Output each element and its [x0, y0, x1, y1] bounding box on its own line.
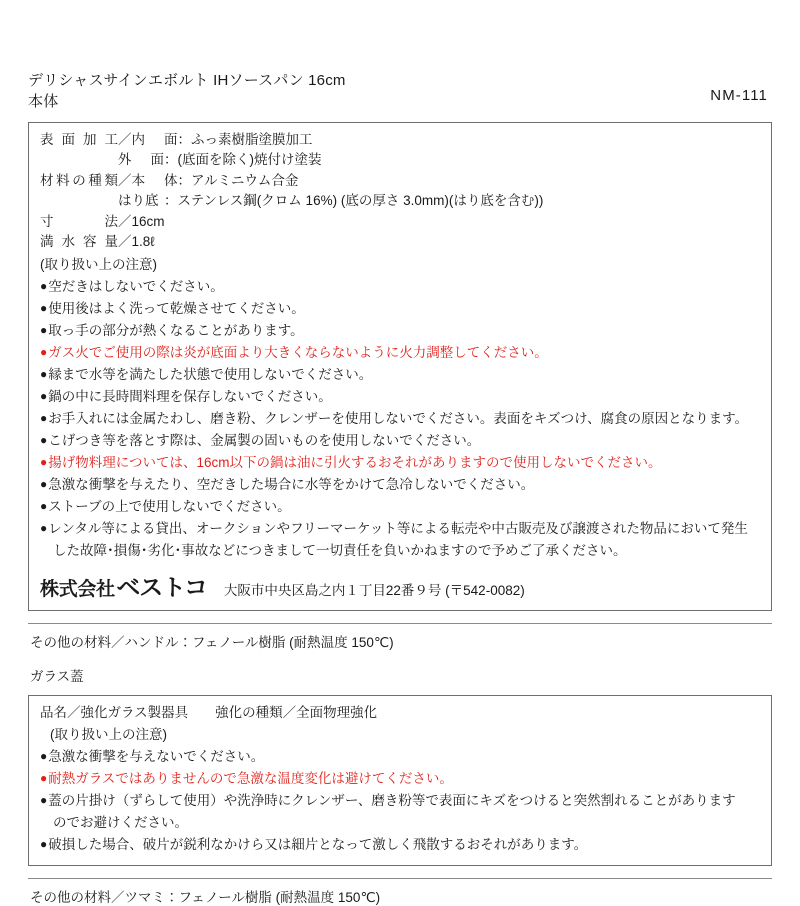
- bullet-icon: ●: [40, 749, 48, 764]
- bullet-icon: ●: [40, 793, 48, 808]
- spec-label: 表面加工: [40, 131, 118, 147]
- spec-sublabel: 本 体: [131, 172, 178, 188]
- spec-value: アルミニウム合金: [191, 172, 299, 188]
- notice-continuation: のでお避けください。: [53, 815, 188, 831]
- spec-row: [40, 191, 761, 212]
- spec-value: 1.8ℓ: [131, 234, 155, 250]
- spec-row: [40, 150, 761, 171]
- notice-item: [40, 518, 761, 540]
- spec-sublabel: はり底: [118, 193, 159, 209]
- notice-item: [40, 298, 761, 320]
- notice-item-warning: [40, 452, 761, 474]
- bullet-icon: ●: [40, 520, 48, 535]
- spec-colon: ：: [177, 172, 191, 188]
- bullet-icon: ●: [40, 344, 48, 359]
- glass-notice-list: [40, 746, 761, 858]
- spec-colon: ：: [177, 131, 191, 147]
- notice-item: [40, 430, 761, 452]
- notice-text: レンタル等による貸出、オークションやフリーマーケット等による転売や中古販売及び譲渡された物品において発生: [48, 520, 748, 536]
- notice-item: [40, 386, 761, 408]
- spec-row: [40, 232, 761, 253]
- notice-text: 鍋の中に長時間料理を保存しないでください。: [48, 388, 332, 404]
- page-title: デリシャスサインエボルト IHソースパン 16cm: [28, 72, 346, 89]
- notice-item: [40, 746, 761, 768]
- spec-sublabel: 外 面: [118, 152, 164, 168]
- spec-colon: ：: [164, 152, 178, 168]
- glass-material-line: その他の材料／ツマミ：フェノール樹脂 (耐熱温度 150℃): [30, 890, 381, 906]
- spec-value: ステンレス鋼(クロム 16%) (底の厚さ 3.0mm)(はり底を含む)): [177, 193, 544, 209]
- spec-value: (底面を除く)焼付け塗装: [177, 152, 322, 168]
- notice-text: 空だきはしないでください。: [48, 278, 224, 294]
- notice-text: 急激な衝撃を与えないでください。: [48, 749, 265, 765]
- title-block: [28, 70, 346, 113]
- spec-value: ふっ素樹脂塗膜加工: [191, 131, 313, 147]
- bullet-icon: ●: [40, 498, 48, 513]
- spec-separator: ／: [118, 131, 132, 147]
- bullet-icon: ●: [40, 410, 48, 425]
- spec-label: 寸法: [40, 213, 118, 229]
- spec-table: [40, 130, 761, 253]
- notice-text: 耐熱ガラスではありませんので急激な温度変化は避けてください。: [48, 771, 453, 787]
- notice-item: [40, 408, 761, 430]
- bullet-icon: ●: [40, 322, 48, 337]
- notice-item: [40, 834, 761, 856]
- notice-item-warning: [40, 768, 761, 790]
- notice-text: 蓋の片掛け（ずらして使用）や洗浄時にクレンザー、磨き粉等で表面にキズをつけると突然割れることがあります: [48, 793, 736, 809]
- bullet-icon: ●: [40, 476, 48, 491]
- spec-separator: ／: [118, 234, 132, 250]
- notice-text: 取っ手の部分が熱くなることがあります。: [48, 322, 304, 338]
- company-brand-logo: ベストコ: [116, 573, 207, 600]
- company-name: [40, 569, 205, 602]
- notice-text: 使用後はよく洗って乾燥させてください。: [48, 300, 305, 316]
- notice-item: [40, 364, 761, 386]
- glass-title-row: 品名／強化ガラス製器具 強化の種類／全面物理強化: [40, 704, 378, 720]
- bullet-icon: ●: [40, 388, 48, 403]
- notice-item: [40, 790, 761, 812]
- bullet-icon: ●: [40, 771, 48, 786]
- spec-separator: ／: [118, 213, 132, 229]
- bullet-icon: ●: [40, 837, 48, 852]
- spec-label: 材料の種類: [40, 172, 118, 188]
- notice-text: ストーブの上で使用しないでください。: [48, 498, 291, 514]
- notice-text: 揚げ物料理については、16cm以下の鍋は油に引火するおそれがありますので使用しないでください。: [48, 454, 662, 470]
- notice-heading: (取り扱い上の注意): [40, 256, 157, 272]
- bullet-icon: ●: [40, 454, 48, 469]
- notice-continuation: した故障･損傷･劣化･事故などにつきまして一切責任を負いかねますので予めご了承ください。: [53, 542, 627, 558]
- notice-text: 破損した場合、破片が鋭利なかけら又は細片となって激しく飛散するおそれがあります。: [48, 837, 588, 853]
- notice-item: [40, 276, 761, 298]
- company-address: 大阪市中央区島之内１丁目22番９号 (〒542-0082): [223, 582, 525, 598]
- notice-text: こげつき等を落とす際は、金属製の固いものを使用しないでください。: [48, 432, 481, 448]
- notice-text: お手入れには金属たわし、磨き粉、クレンザーを使用しないでください。表面をキズつけ、腐食の原因となります。: [48, 410, 749, 426]
- list-bottom-gap: [40, 856, 761, 858]
- company-row: [40, 569, 761, 603]
- spec-separator: ／: [118, 172, 132, 188]
- company-prefix: 株式会社: [40, 578, 115, 600]
- body-notice-list: [40, 276, 761, 562]
- spec-label: 満水容量: [40, 234, 118, 250]
- body-material-line: その他の材料／ハンドル：フェノール樹脂 (耐熱温度 150℃): [30, 634, 394, 650]
- notice-item: [40, 496, 761, 518]
- spec-value: 16cm: [131, 213, 165, 229]
- bullet-icon: ●: [40, 366, 48, 381]
- spec-colon: ：: [164, 193, 178, 209]
- model-code: NM-111: [710, 87, 768, 104]
- notice-text: 急激な衝撃を与えたり、空だきした場合に水等をかけて急冷しないでください。: [48, 476, 535, 492]
- bullet-icon: ●: [40, 300, 48, 315]
- notice-text: 縁まで水等を満たした状態で使用しないでください。: [48, 366, 373, 382]
- header: [28, 70, 772, 113]
- notice-heading: (取り扱い上の注意): [50, 727, 167, 743]
- part-label: 本体: [28, 93, 59, 111]
- spec-row: [40, 171, 761, 192]
- spec-row: [40, 130, 761, 151]
- notice-item-warning: [40, 342, 761, 364]
- notice-item: [40, 320, 761, 342]
- spec-sublabel: 内 面: [131, 131, 178, 147]
- glass-spec-box: [28, 695, 772, 867]
- notice-item: [40, 474, 761, 496]
- notice-text: ガス火でご使用の際は炎が底面より大きくならないように火力調整してください。: [48, 344, 548, 360]
- body-spec-box: [28, 122, 772, 611]
- bullet-icon: ●: [40, 278, 48, 293]
- glass-section-label: ガラス蓋: [30, 668, 84, 684]
- spec-row: [40, 212, 761, 233]
- bullet-icon: ●: [40, 432, 48, 447]
